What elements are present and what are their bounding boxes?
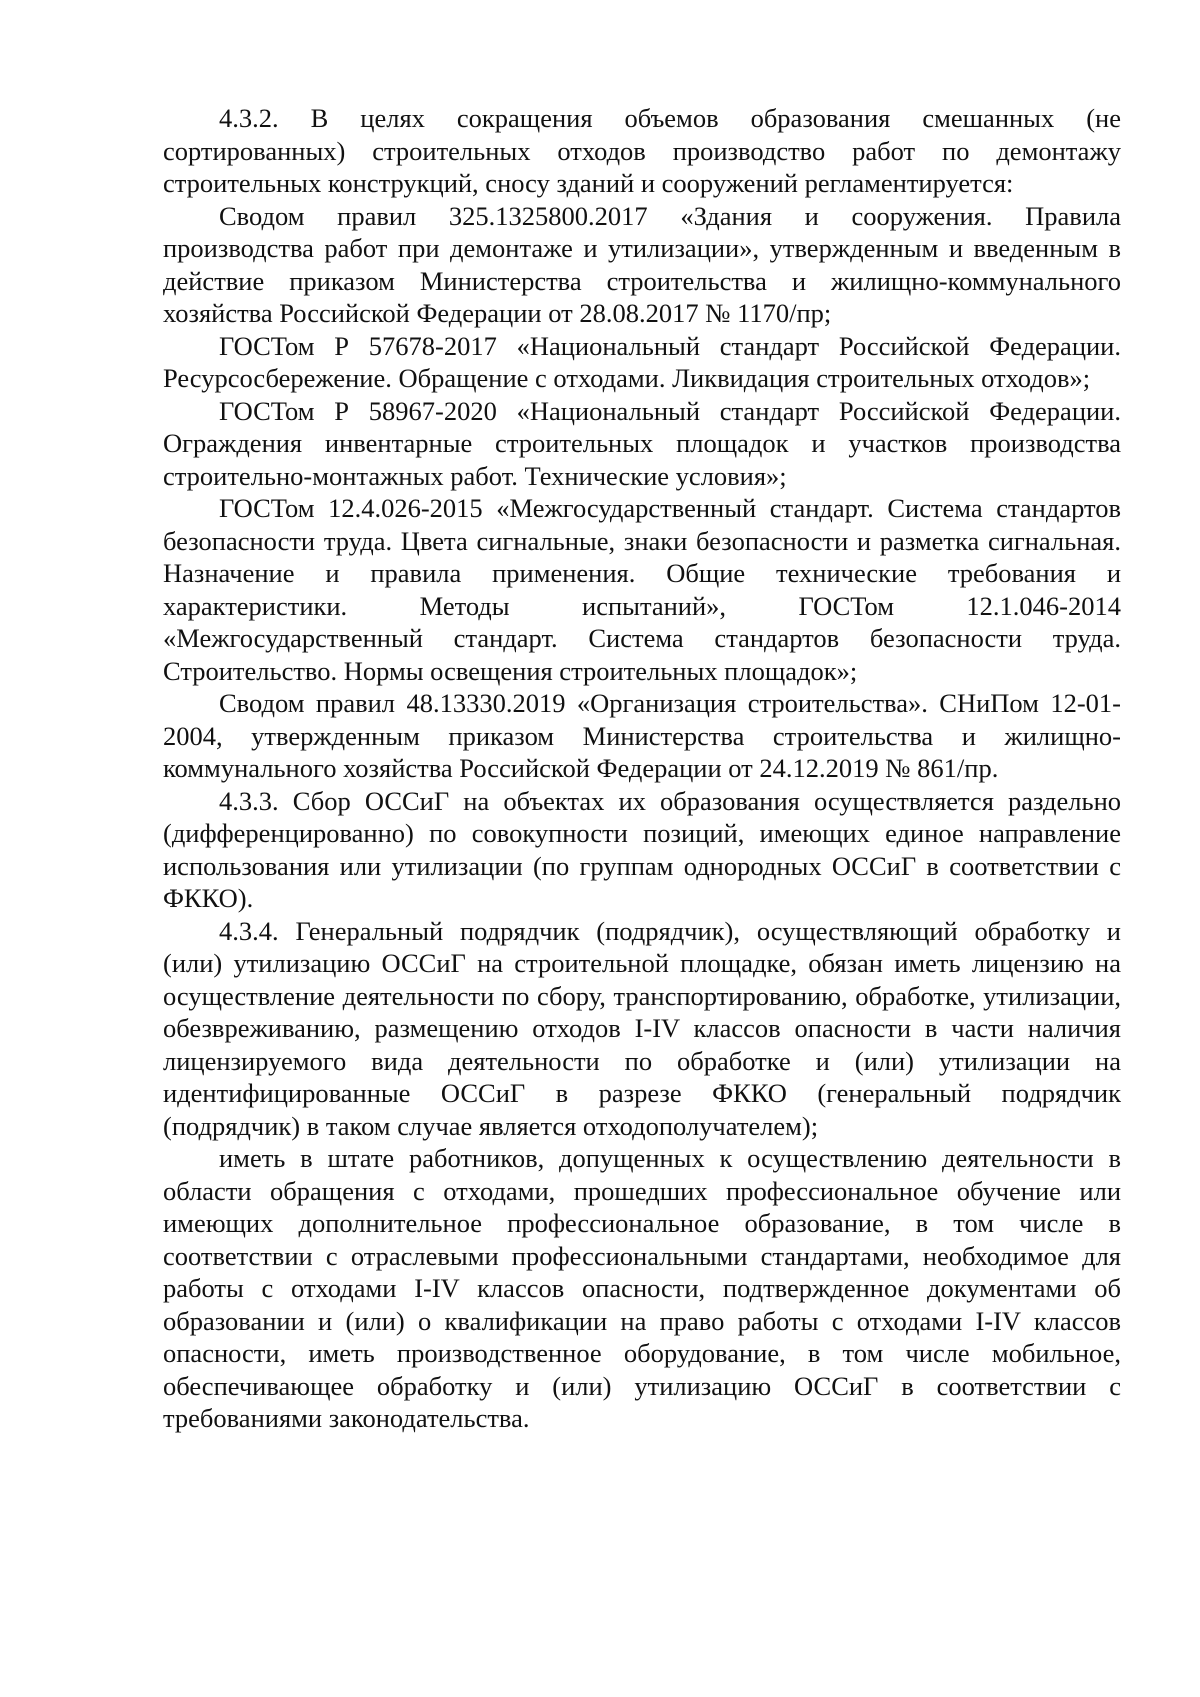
paragraph-gost-12-4-026: ГОСТом 12.4.026-2015 «Межгосударственный стандарт. Система стандартов безопасности труда. Цвета сигнальные, знаки безопасности и разметка сигнальная. Назначение и правила применения. Общие технические требования и характеристики. Методы испытаний», ГОСТом 12.1.046-2014 «Межгосударственный стандарт. Система стандартов безопасности труда. Строительство. Нормы освещения строительных площадок»; (163, 493, 1121, 686)
paragraph-sp-325: Сводом правил 325.1325800.2017 «Здания и сооружения. Правила производства работ при демонтаже и утилизации», утвержденным и введенным в действие приказом Министерства строительства и жилищно-коммунального хозяйства Российской Федерации от 28.08.2017 № 1170/пр; (163, 200, 1121, 328)
paragraph-staff-requirements: иметь в штате работников, допущенных к осуществлению деятельности в области обращения с отходами, прошедших профессиональное обучение или имеющих дополнительное профессиональное образование, в том числе в соответствии с отраслевыми профессиональными стандартами, необходимое для работы с отходами I-IV классов опасности, подтвержденное документами об образовании и (или) о квалификации на право работы с отходами I-IV классов опасности, иметь производственное оборудование, в том числе мобильное, обеспечивающее обработку и (или) утилизацию ОССиГ в соответствии с требованиями законодательства. (163, 1143, 1121, 1433)
paragraph-gost-57678: ГОСТом Р 57678-2017 «Национальный стандарт Российской Федерации. Ресурсосбережение. Обращение с отходами. Ликвидация строительных отходов»; (163, 330, 1121, 393)
paragraph-4-3-3: 4.3.3. Сбор ОССиГ на объектах их образования осуществляется раздельно (дифференцированно) по совокупности позиций, имеющих единое направление использования или утилизации (по группам однородных ОССиГ в соответствии с ФККО). (163, 785, 1121, 913)
document-body (163, 102, 1121, 1435)
paragraph-gost-58967: ГОСТом Р 58967-2020 «Национальный стандарт Российской Федерации. Ограждения инвентарные строительных площадок и участков производства строительно-монтажных работ. Технические условия»; (163, 395, 1121, 491)
paragraph-4-3-2: 4.3.2. В целях сокращения объемов образования смешанных (не сортированных) строительных отходов производство работ по демонтажу строительных конструкций, сносу зданий и сооружений регламентируется: (163, 103, 1121, 198)
paragraph-sp-48: Сводом правил 48.13330.2019 «Организация строительства». СНиПом 12-01-2004, утвержденным приказом Министерства строительства и жилищно-коммунального хозяйства Российской Федерации от 24.12.2019 № 861/пр. (163, 688, 1121, 783)
paragraph-4-3-4: 4.3.4. Генеральный подрядчик (подрядчик), осуществляющий обработку и (или) утилизацию ОССиГ на строительной площадке, обязан иметь лицензию на осуществление деятельности по сбору, транспортированию, обработке, утилизации, обезвреживанию, размещению отходов I-IV классов опасности в части наличия лицензируемого вида деятельности по обработке и (или) утилизации на идентифицированные ОССиГ в разрезе ФККО (генеральный подрядчик (подрядчик) в таком случае является отходополучателем); (163, 915, 1121, 1141)
